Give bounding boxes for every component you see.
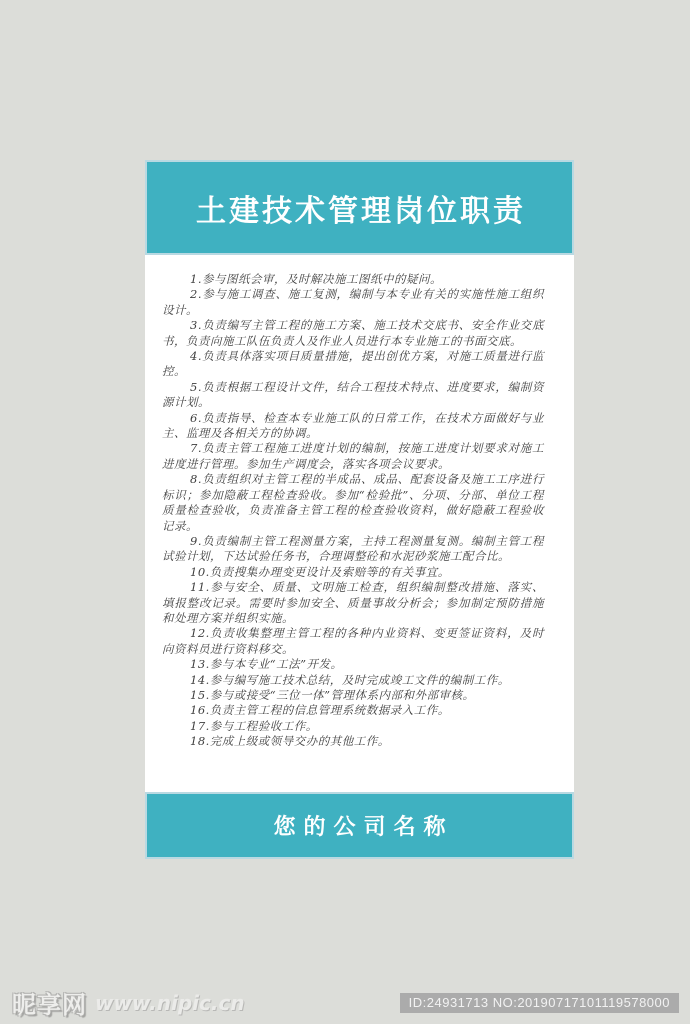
poster-header-band bbox=[145, 160, 574, 255]
duty-item: 15.参与或接受“三位一体”管理体系内部和外部审核。 bbox=[190, 687, 475, 702]
duty-item: 1.参与图纸会审，及时解决施工图纸中的疑问。 bbox=[190, 272, 442, 286]
duty-item: 10.负责搜集办理变更设计及索赔等的有关事宜。 bbox=[190, 564, 450, 579]
company-name: 您的公司名称 bbox=[273, 815, 454, 840]
poster-card bbox=[145, 160, 574, 859]
duty-list bbox=[145, 255, 574, 792]
duty-item: 8.负责组织对主管工程的半成品、成品、配套设备及施工工序进行标识；参加隐蔽工程检查验收。参加“检验批”、分项、分部、单位工程质量检查验收，负责准备主管工程的检查验收资料，做好隐蔽工程验收记录。 bbox=[162, 472, 544, 533]
poster-title: 土建技术管理岗位职责 bbox=[196, 193, 526, 229]
duty-item: 3.负责编写主管工程的施工方案、施工技术交底书、安全作业交底书，负责向施工队伍负责人及作业人员进行本专业施工的书面交底。 bbox=[162, 318, 544, 348]
duty-item: 14.参与编写施工技术总结，及时完成竣工文件的编制工作。 bbox=[190, 672, 510, 687]
duty-item: 16.负责主管工程的信息管理系统数据录入工作。 bbox=[190, 703, 450, 718]
duty-item: 5.负责根据工程设计文件，结合工程技术特点、进度要求，编制资源计划。 bbox=[162, 379, 544, 410]
watermark-bar bbox=[0, 975, 690, 1024]
duty-item: 17.参与工程验收工作。 bbox=[190, 718, 318, 733]
duty-item: 9.负责编制主管工程测量方案，主持工程测量复测。编制主管工程试验计划，下达试验任务书，合理调整砼和水泥砂浆施工配合比。 bbox=[162, 533, 544, 564]
duty-item: 18.完成上级或领导交办的其他工作。 bbox=[190, 734, 390, 749]
duty-item: 6.负责指导、检查本专业施工队的日常工作，在技术方面做好与业主、监理及各相关方的协调。 bbox=[162, 410, 544, 441]
duty-item: 13.参与本专业“工法”开发。 bbox=[190, 657, 343, 672]
duty-item: 4.负责具体落实项目质量措施，提出创优方案，对施工质量进行监控。 bbox=[162, 349, 544, 379]
nipic-url: www.nipic.cn bbox=[95, 990, 245, 1015]
duty-item: 12.负责收集整理主管工程的各种内业资料、变更签证资料，及时向资料员进行资料移交。 bbox=[162, 626, 544, 656]
poster-footer-band bbox=[145, 792, 574, 859]
image-id-badge: ID:24931713 NO:20190717101119578000 bbox=[400, 993, 679, 1013]
nipic-brand bbox=[12, 985, 245, 1020]
nipic-logo: 昵享网 bbox=[12, 991, 87, 1019]
duty-item: 7.负责主管工程施工进度计划的编制，按施工进度计划要求对施工进度进行管理。参加生产调度会，落实各项会议要求。 bbox=[162, 441, 544, 471]
duty-item: 2.参与施工调查、施工复测，编制与本专业有关的实施性施工组织设计。 bbox=[162, 287, 544, 317]
duty-item: 11.参与安全、质量、文明施工检查，组织编制整改措施、落实、填报整改记录。需要时参加安全、质量事故分析会；参加制定预防措施和处理方案并组织实施。 bbox=[162, 580, 544, 625]
